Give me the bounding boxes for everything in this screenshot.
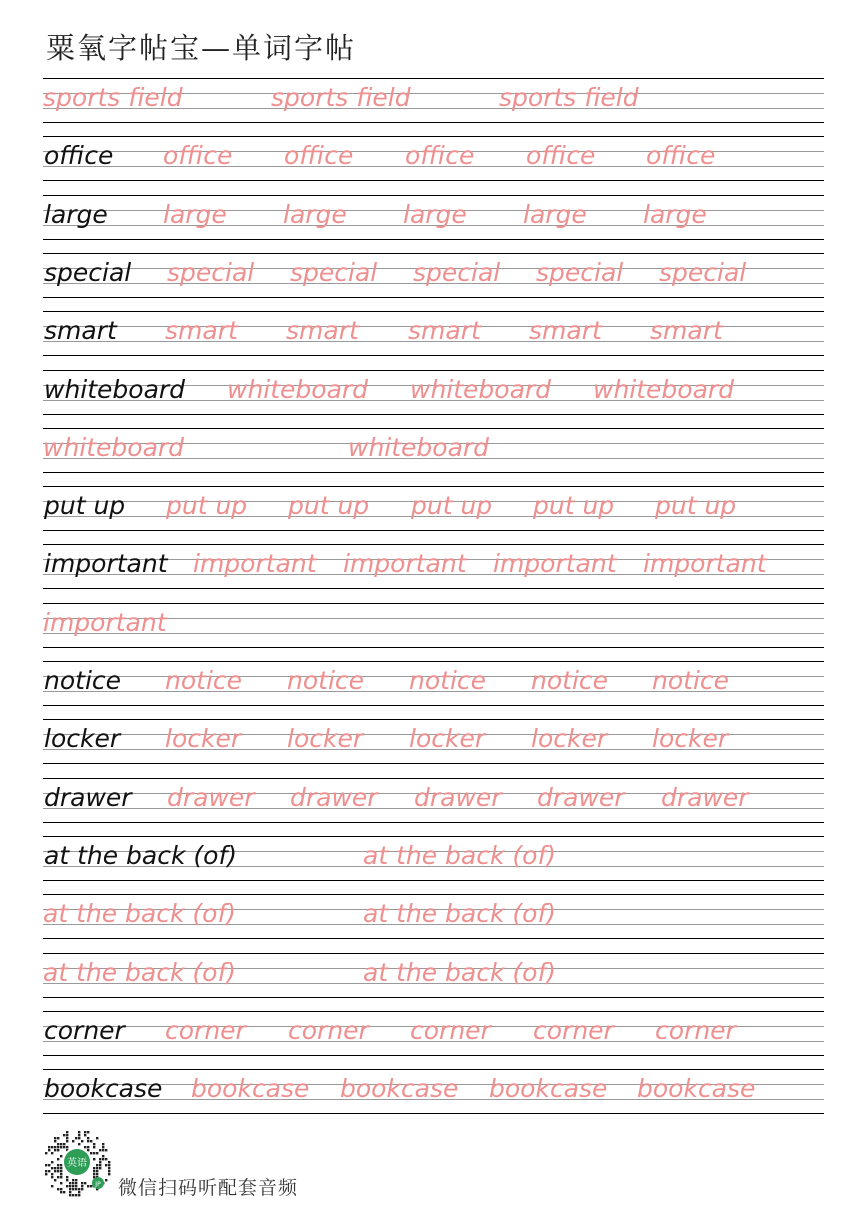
- guide-line: [43, 836, 824, 837]
- guide-line: [43, 414, 824, 415]
- trace-word: important: [343, 549, 467, 579]
- guide-line: [43, 1011, 824, 1012]
- trace-word: large: [403, 199, 467, 229]
- trace-word: bookcase: [637, 1074, 756, 1104]
- trace-word: locker: [652, 724, 729, 754]
- trace-word: special: [290, 257, 378, 287]
- trace-word: sports field: [499, 83, 639, 112]
- guide-line: [43, 938, 824, 939]
- trace-word: bookcase: [340, 1074, 459, 1104]
- trace-word: office: [405, 141, 475, 171]
- model-word: bookcase: [44, 1074, 163, 1104]
- guide-line: [43, 239, 824, 240]
- trace-word: corner: [533, 1015, 614, 1045]
- trace-word: whiteboard: [348, 432, 490, 462]
- model-word: locker: [44, 724, 121, 754]
- guide-line: [43, 122, 824, 123]
- worksheet: [43, 0, 824, 1227]
- guide-line: [43, 588, 824, 589]
- guide-line: [43, 428, 824, 429]
- model-word: office: [44, 141, 114, 171]
- trace-word: drawer: [414, 782, 502, 812]
- trace-word: at the back (of): [363, 840, 557, 870]
- trace-word: put up: [166, 491, 248, 521]
- guide-line: [43, 297, 824, 298]
- trace-word: whiteboard: [593, 374, 735, 404]
- trace-word: put up: [655, 491, 737, 521]
- guide-line: [43, 603, 824, 604]
- guide-line: [43, 180, 824, 181]
- trace-word: whiteboard: [227, 374, 369, 404]
- trace-word: large: [523, 199, 587, 229]
- guide-line: [43, 661, 824, 662]
- trace-word: notice: [287, 666, 365, 695]
- guide-line: [43, 719, 824, 720]
- model-word: whiteboard: [44, 374, 186, 404]
- trace-word: office: [163, 141, 233, 171]
- trace-word: at the back (of): [43, 899, 237, 929]
- trace-word: whiteboard: [410, 374, 552, 404]
- qr-code-icon[interactable]: [40, 1126, 112, 1198]
- guide-line: [43, 136, 824, 137]
- trace-word: notice: [652, 666, 730, 695]
- trace-word: sports field: [271, 83, 411, 112]
- guide-line: [43, 472, 824, 473]
- guide-line: [43, 1113, 824, 1114]
- guide-line: [43, 997, 824, 998]
- model-word: important: [44, 549, 168, 579]
- guide-line: [43, 253, 824, 254]
- page-title: 粟氧字帖宝—单词字帖: [46, 31, 357, 65]
- trace-word: large: [643, 199, 707, 229]
- trace-word: at the back (of): [363, 957, 557, 987]
- trace-word: corner: [288, 1015, 369, 1045]
- trace-word: smart: [286, 316, 359, 346]
- trace-word: special: [413, 257, 501, 287]
- trace-word: bookcase: [489, 1074, 608, 1104]
- trace-word: office: [646, 141, 716, 171]
- trace-word: smart: [165, 316, 238, 346]
- guide-line: [43, 370, 824, 371]
- trace-word: important: [43, 607, 167, 637]
- trace-word: drawer: [290, 782, 378, 812]
- trace-word: sports field: [43, 83, 183, 112]
- guide-line: [43, 1055, 824, 1056]
- trace-word: large: [163, 199, 227, 229]
- trace-word: notice: [165, 666, 243, 695]
- guide-line: [43, 1069, 824, 1070]
- model-word: large: [44, 199, 108, 229]
- guide-line: [43, 486, 824, 487]
- qr-small-badge: JP: [95, 1181, 101, 1188]
- model-word: smart: [44, 316, 117, 346]
- trace-word: bookcase: [191, 1074, 310, 1104]
- trace-word: put up: [288, 491, 370, 521]
- model-word: drawer: [44, 782, 132, 812]
- trace-word: notice: [409, 666, 487, 695]
- guide-line: [43, 705, 824, 706]
- trace-word: notice: [531, 666, 609, 695]
- trace-word: locker: [409, 724, 486, 754]
- guide-line: [43, 78, 824, 79]
- qr-badge-label: 英语: [67, 1158, 87, 1169]
- trace-word: locker: [531, 724, 608, 754]
- guide-line: [43, 355, 824, 356]
- trace-word: corner: [410, 1015, 491, 1045]
- trace-word: locker: [165, 724, 242, 754]
- model-word: put up: [44, 491, 126, 521]
- guide-line: [43, 195, 824, 196]
- model-word: notice: [44, 666, 122, 695]
- guide-line: [43, 647, 824, 648]
- trace-word: smart: [408, 316, 481, 346]
- trace-word: corner: [655, 1015, 736, 1045]
- model-word: special: [44, 257, 132, 287]
- guide-line: [43, 822, 824, 823]
- trace-word: important: [493, 549, 617, 579]
- guide-line: [43, 530, 824, 531]
- guide-line: [43, 311, 824, 312]
- trace-word: office: [284, 141, 354, 171]
- trace-word: corner: [165, 1015, 246, 1045]
- trace-word: drawer: [167, 782, 255, 812]
- trace-word: office: [526, 141, 596, 171]
- trace-word: smart: [650, 316, 723, 346]
- trace-word: special: [167, 257, 255, 287]
- guide-line: [43, 544, 824, 545]
- trace-word: special: [659, 257, 747, 287]
- trace-word: whiteboard: [43, 432, 185, 462]
- guide-line: [43, 894, 824, 895]
- model-word: at the back (of): [44, 840, 238, 870]
- trace-word: drawer: [537, 782, 625, 812]
- trace-word: important: [193, 549, 317, 579]
- scan-instruction: 微信扫码听配套音频: [118, 1177, 299, 1199]
- trace-word: at the back (of): [43, 957, 237, 987]
- trace-word: at the back (of): [363, 899, 557, 929]
- trace-word: important: [643, 549, 767, 579]
- trace-word: smart: [529, 316, 602, 346]
- guide-line: [43, 953, 824, 954]
- trace-word: special: [536, 257, 624, 287]
- guide-line: [43, 880, 824, 881]
- trace-word: drawer: [661, 782, 749, 812]
- guide-line: [43, 763, 824, 764]
- trace-word: put up: [533, 491, 615, 521]
- trace-word: put up: [411, 491, 493, 521]
- model-word: corner: [44, 1015, 125, 1045]
- trace-word: large: [283, 199, 347, 229]
- trace-word: locker: [287, 724, 364, 754]
- guide-line: [43, 778, 824, 779]
